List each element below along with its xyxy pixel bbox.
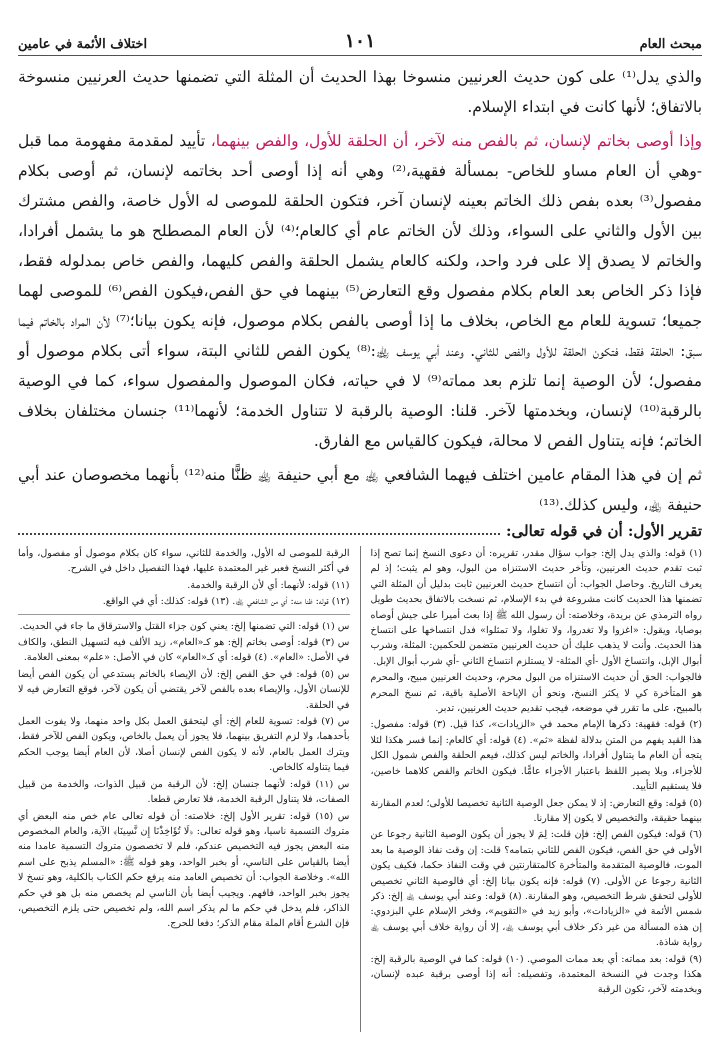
footnote: الرقبة للموصى له الأول، والخدمة للثاني، سواء كان بكلام موصول أو مفصول، وأما في أكثر النسخ فعبر غير المعتمدة عليها، فهذا التفصيل داخل في الشرح. bbox=[18, 548, 350, 575]
footnotes-right-column bbox=[371, 546, 703, 1032]
footnote: س (١١) قوله: لأنهما جنسان إلخ: لأن الرقبة من قبيل الذوات، والخدمة من قبيل الصفات، فلا يتناول الرقبة الخدمة، فلا تعارض قطعا. bbox=[18, 778, 350, 806]
paragraph-3: ثم إن في هذا المقام عامين اختلف فيهما الشافعي ﵀ مع أبي حنيفة ﵀ ظنًّا منه⁽¹²⁾ بأنهما مخصوصان عند أبي حنيفة ﵀، وليس كذلك.⁽¹³⁾ bbox=[18, 466, 702, 514]
footnote: (١١) قوله: لأنهما: أي لأن الرقبة والخدمة. bbox=[187, 579, 350, 591]
paragraph-2 bbox=[18, 126, 702, 456]
footnotes bbox=[18, 546, 702, 1032]
footnote: س (٧) قوله: تسوية للعام إلخ: أي ليتحقق العمل بكل واحد منهما، ولا يفوت العمل بأحدهما، ولا لزم التفريق بينهما، فلا يجوز أن يعمل بالخاص، ويكون الفص للآخر فقط، ويترك العمل بالعام، لأنه لا يكون الفص لإنسان أصلا، لأن العام أيضا يوجب الحكم فيما يتناوله كالخاص. bbox=[18, 716, 350, 774]
footnote-separator bbox=[18, 614, 350, 615]
column-divider bbox=[360, 546, 361, 1032]
footnote: (١) قوله: والذي يدل إلخ: جواب سؤال مقدر، تقريره: أن دعوى النسخ إنما تصح إذا ثبت تقدم حديث العرنيين، وتأخر حديث الاستنزاه من البول، وهو لم يثبت؛ إذ لم يعرف التاريخ. وحاصل الجواب: أن انتساخ حديث العرنيين ثابت بدليل أن المثلة التي تضمنها هذا الحديث كانت مشروعة في بدء الإسلام، ثم نسخت بالاتفاق بحديث طويل رواه الترمذي عن بريدة، وخلاصته: أن رسول الله ﷺ إذا بعث أميرا على جيش أوصاه بوصايا، ويقول: «اغزوا ولا تغدروا، ولا تغلوا، ولا تمثلوا» فدل انتساخها على انتساخ هذا الحديث. وأنت لا يذهب عليك أن حديث العرنيين متضمن للحكمين: المثلة، وشرب أبوال الإبل، وانتساخ الأول -أي المثلة- لا يستلزم انتساخ الثاني -أي شرب أبوال الإبل. bbox=[370, 548, 702, 667]
page-header bbox=[18, 30, 702, 56]
footnote: س (٥) قوله: في حق الفص إلخ: لأن الإيصاء بالخاتم يستدعي أن يكون الفص أيضا للإنسان الأول، والإيصاء بعده بالفص لآخر يقتضي أن يكون لآخر، فوقع التعارض فيه لا في الحلقة. bbox=[18, 668, 350, 711]
dotted-leader bbox=[18, 533, 500, 535]
taqrir-label: تقرير الأول: أن في قوله تعالى: bbox=[506, 522, 702, 540]
section-title: اختلاف الأئمة في عامين bbox=[18, 37, 148, 52]
matn-quote: وإذا أوصى بخاتم لإنسان، ثم بالفص منه لآخر، أن الحلقة للأول، والفص بينهما، bbox=[210, 132, 702, 150]
footnote: س (١) قوله: التي تضمنها إلخ: يعني كون جزاء القتل والاسترقاق ما جاء في الحديث. bbox=[19, 620, 350, 632]
chapter-title: مبحث العام bbox=[639, 37, 702, 52]
footnote: فالجواب: الحق أن حديث الاستنزاه من البول محرم، وحديث العرنيين مبيح، والمحرم هو المتأخرة كي لا يكثر النسخ، ونحو أن الإباحة الأصلية باقية، ثم نسخ المحرم بالمبيح، على ما تقرر في موضعه، فيجب تقديم حديث العرنيين، تدبر. bbox=[370, 672, 702, 715]
section-heading bbox=[18, 518, 702, 540]
footnote: (١٢) قوله: ظنا منه: أي من الشافعي ﵀. (١٣) قوله: كذلك: أي في الواقع. bbox=[102, 596, 350, 608]
footnote: (٢) قوله: فقهية: ذكرها الإمام محمد في «الزيادات»، كذا قيل. (٣) قوله: مفصول: هذا القيد يفهم من المتن بدلالة لفظة «ثم». (٤) قوله: أي كالعام: إنما فسر هكذا لئلا يتجه أن العام ما يتناول أفرادا، والخاتم ليس كذلك، فيعم الحلقة والفص شمول الكل للأجزاء، وبلا يصير اللفظ باعتبار الأجزاء عامًّا. فيكون الخاتم والفص كلاهما خاصين، فلا يستقيم التأييد. bbox=[370, 719, 702, 793]
sharh-text: تأييد لمقدمة مفهومة مما قبل -وهي أن العام مساو للخاص- بمسألة فقهية،⁽²⁾ وهي أنه إذا أوصى أحد بخاتمه لإنسان، ثم أوصى بكلام مفصول⁽³⁾ بعده بفص ذلك الخاتم بعينه لإنسان آخر، فتكون الحلقة للموصى له الأول خاصة، والفص مشترك بين الأول والثاني على السواء، وذلك لأن الخاتم عام أي كالعام؛⁽⁴⁾ لأن العام المصطلح هو ما يشمل أفرادا، والخاتم لا يصدق إلا على فرد واحد، ولكنه كالعام يشمل الحلقة والفص كليهما، والفص خاص بمدلوله فقط، فإذا ذكر الخاص بعد العام بكلام مفصول وقع التعارض⁽⁵⁾ بينهما في حق الفص،فيكون الفص⁽⁶⁾ للموصى لهما جميعا؛ تسوية للعام مع الخاص، بخلاف ما إذا أوصى بالفص بكلام موصول، فإنه يكون بيانا؛⁽⁷⁾ لأن المراد بالخاتم فيما سبق: الحلقة فقط، فتكون الحلقة للأول والفص للثاني. وعند أبي يوسف ﵀:⁽⁸⁾ يكون الفص للثاني البتة، سواء أتى بكلام موصول أو مفصول؛ لأن الوصية إنما تلزم بعد مماته⁽⁹⁾ لا في حياته، فكان الموصول والمفصول سواء، كما في الوصية بالرقبة⁽¹⁰⁾ لإنسان، وبخدمتها لآخر. قلنا: الوصية بالرقبة لا تتناول الخدمة؛ لأنهما⁽¹¹⁾ جنسان مختلفان بخلاف الخاتم؛ فإنه يتناول الفص لا محالة، فيكون كالقياس مع الفارق. bbox=[18, 132, 702, 450]
footnote: س (٣) قوله: أوصى بخاتم إلخ: هو كـ«العام»، زيد الألف فيه لتسهيل النطق، والكاف في الأصل: «العام». (٤) قوله: أي كـ«العام» كان في الأصل: «علم» بمعنى العلامة. bbox=[18, 637, 350, 664]
main-text bbox=[18, 62, 702, 520]
page-number: ١٠١ bbox=[344, 30, 376, 52]
footnote: (٦) قوله: فيكون الفص إلخ: فإن قلت: لِمَ لا يجوز أن يكون الوصية الثانية رجوعا عن الأولى في حق الفص، فيكون الفص للثاني بتمامه؟ قلت: إن وقت نفاذ الوصية ما بعد الموت، فالوصية المتقدمة والمتأخرة كالمتقارنتين في وقت النفاذ حكما، فكيف يكون الثانية رجوعا عن الأولى. (٧) قوله: فإنه يكون بيانا إلخ: أي فالوصية الثاني تخصيص للأولى لتحقق شرط التخصيص، وهو المقارنة. (٨) قوله: وعند أبي يوسف ﵀ إلخ: ذكر شمس الأئمة في «الزيادات»، وأبو زيد في «التقويم»، وفخر الإسلام علي البزدوي: إن هذه المسألة من غير ذكر خلاف أبي يوسف ﵀، إلا أن رواية خلاف أبي يوسف ﵀ رواية شاذة. bbox=[370, 829, 702, 949]
footnote: (٩) قوله: بعد مماته: أي بعد ممات الموصي. (١٠) قوله: كما في الوصية بالرقبة إلخ: هكذا وجدت في النسخة المعتمدة، وتفصيله: أنه إذا أوصى برقبة عبده لإنسان، وبخدمته لآخر، تكون الرقبة bbox=[370, 953, 702, 996]
paragraph-1: والذي يدل⁽¹⁾ على كون حديث العرنيين منسوخا بهذا الحديث أن المثلة التي تضمنها حديث العرنيين منسوخة بالاتفاق؛ لأنها كانت في ابتداء الإسلام. bbox=[18, 68, 702, 116]
footnotes-left-column bbox=[18, 546, 350, 1032]
footnote: س (١٥) قوله: تقرير الأول إلخ: خلاصته: أن قوله تعالى عام خص منه البعض أي متروك التسمية ناسيا، وهو قوله تعالى: ﴿لَا تُؤَاخِذْنَا إِن نَّسِينَا﴾ الآية، والعام المخصوص منه البعض يجوز فيه التخصيص عندكم، فلم لا تخصصون متروك التسمية عامدا منه أيضا بالقياس على الناسي، أو بخبر الواحد، وهو قوله ﷺ: «المسلم يذبح على اسم الله». وخلاصة الجواب: أن تخصيص العامد منه يرفع حكم الكتاب بالكلية، وهو نسخ لا يجوز بخبر الواحد، فافهم. ويجيب أيضا بأن الناسي لم يخصص منه بل هو في حكم الذاكر، فلم يدخل في حكم ما لم يذكر اسم الله، ولم تخصيص حتى يلزم التخصيص، فإن الشرع أقام الملة مقام الذكر؛ دفعا للحرج. bbox=[18, 810, 350, 930]
footnote: (٥) قوله: وقع التعارض: إذ لا يمكن جعل الوصية الثانية تخصيصا للأولى؛ لعدم المقارنة بينهما حقيقة، والتخصيص لا يكون إلا مقارنا. bbox=[370, 797, 702, 824]
